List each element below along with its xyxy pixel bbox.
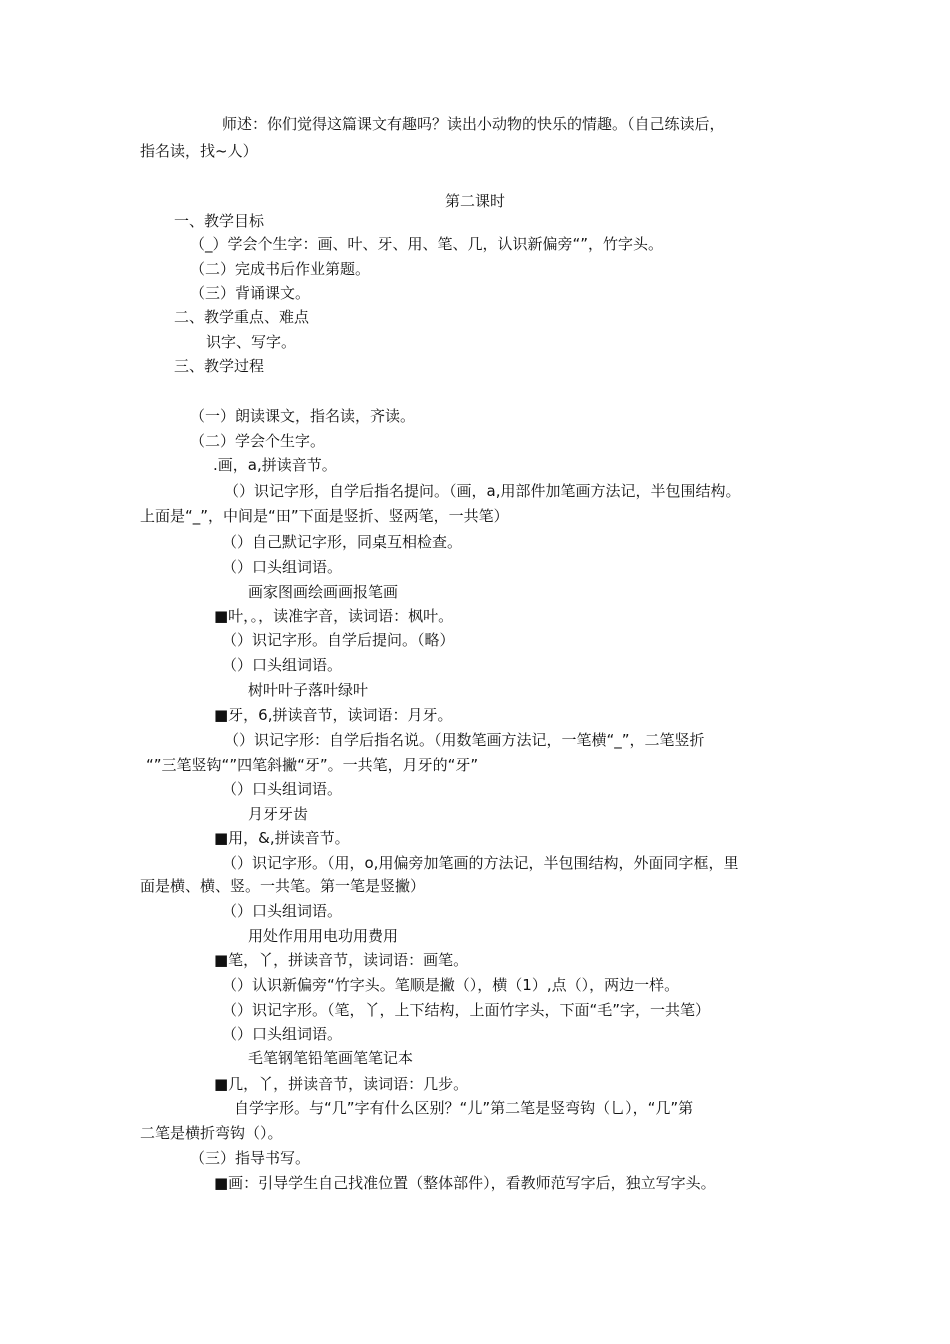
text-line: （二）完成书后作业第题。 [190,260,371,278]
text-line: （）识记字形，自学后指名提问。（画，a,用部件加笔画方法记，半包围结构。 [224,482,741,500]
word-list: 画家图画绘画画报笔画 [248,583,399,601]
text-line: 指名读，找~人） [140,142,258,160]
word-list: 月牙牙齿 [248,805,309,823]
text-line: （一）朗读课文，指名读，齐读。 [190,407,416,425]
text-line: （）识记字形。（用，o,用偏旁加笔画的方法记，半包围结构，外面同字框，里 [222,854,739,872]
text-line: （）识记字形。自学后提问。（略） [222,631,455,649]
text-line: （）口头组词语。 [222,656,343,674]
text-line: （）识记字形。（笔，丫，上下结构，上面竹字头，下面“毛”字，一共笔） [222,1001,711,1019]
text-line: “”三笔竖钩“”四笔斜撇“牙”。一共笔，月牙的“牙” [146,756,479,774]
text-line: 面是横、横、竖。一共笔。第一笔是竖撇） [140,877,426,895]
text-line: （）口头组词语。 [222,558,343,576]
text-line: 二笔是横折弯钩（）。 [140,1124,283,1142]
text-line: ■笔，丫，拼读音节，读词语：画笔。 [214,951,469,969]
text-line: ■牙，6,拼读音节，读词语：月牙。 [214,706,453,724]
text-line: （二）学会个生字。 [190,432,326,450]
text-line: （三）指导书写。 [190,1149,311,1167]
heading-2: 二、教学重点、难点 [174,308,310,326]
text-line: .画，a,拼读音节。 [213,456,337,474]
text-line: ■用，&,拼读音节。 [214,829,350,847]
word-list: 毛笔钢笔铅笔画笔笔记本 [248,1049,414,1067]
text-line: （）口头组词语。 [222,902,343,920]
text-line: ■叶，。，读准字音，读词语：枫叶。 [214,607,454,625]
text-line: （）识记字形：自学后指名说。（用数笔画方法记，一笔横“_”，二笔竖折 [224,731,705,749]
section-title: 第二课时 [444,192,505,210]
word-list: 树叶叶子落叶绿叶 [248,681,369,699]
text-line: （）认识新偏旁“竹字头。笔顺是撇（），横（1）,点（），两边一样。 [222,976,680,994]
text-line: 上面是“_”，中间是“田”下面是竖折、竖两笔，一共笔） [140,507,509,525]
text-line: （_）学会个生字：画、叶、牙、用、笔、几，认识新偏旁“”，竹字头。 [190,235,664,253]
text-line: ■画：引导学生自己找准位置（整体部件），看教师范写字后，独立写字头。 [214,1174,716,1192]
text-line: （）口头组词语。 [222,1025,343,1043]
heading-3: 三、教学过程 [174,357,265,375]
text-line: （）自己默记字形，同桌互相检查。 [222,533,463,551]
text-line: 师述：你们觉得这篇课文有趣吗？读出小动物的快乐的情趣。（自己练读后， [222,115,725,133]
word-list: 用处作用用电功用费用 [248,927,399,945]
text-line: 自学字形。与“几”字有什么区别？“儿”第二笔是竖弯钩（乚），“几”第 [234,1099,694,1117]
text-line: （三）背诵课文。 [190,284,311,302]
text-line: ■几，丫，拼读音节，读词语：几步。 [214,1075,469,1093]
heading-1: 一、教学目标 [174,212,265,230]
text-line: 识字、写字。 [206,333,297,351]
text-line: （）口头组词语。 [222,780,343,798]
